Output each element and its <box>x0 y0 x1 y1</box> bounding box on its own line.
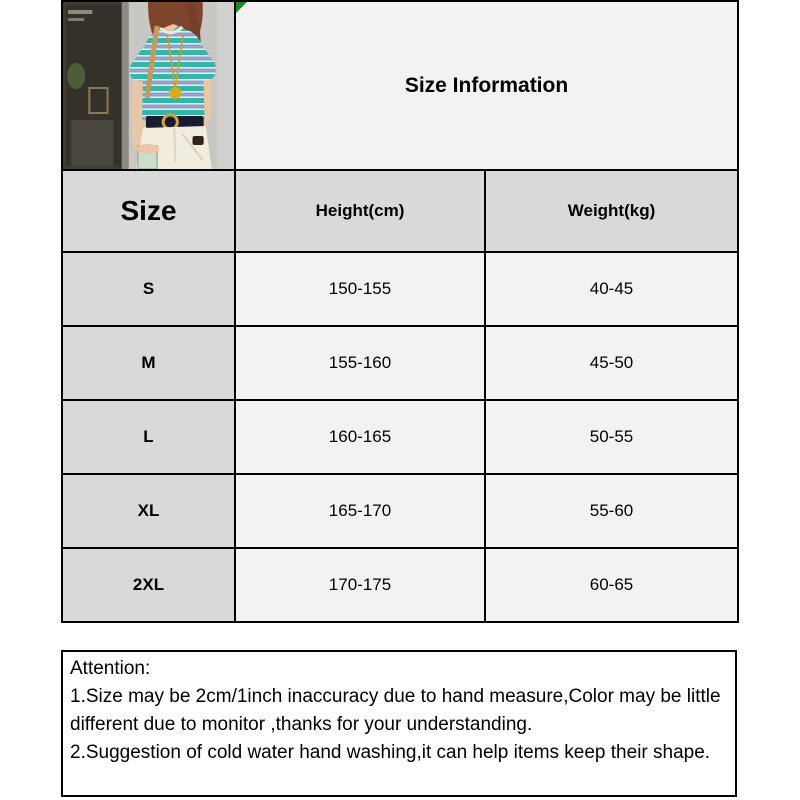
size-label: XL <box>62 474 235 548</box>
size-label: L <box>62 400 235 474</box>
table-header-row <box>62 170 738 252</box>
size-label: S <box>62 252 235 326</box>
size-information-header <box>235 1 738 170</box>
table-row-m <box>62 326 738 400</box>
height-value: 150-155 <box>235 252 485 326</box>
attention-heading: Attention: <box>70 658 151 679</box>
product-photo-illustration <box>63 2 234 169</box>
product-photo <box>62 1 235 170</box>
page-title: Size Information <box>404 73 569 97</box>
column-header-weight: Weight(kg) <box>485 170 738 252</box>
size-label: M <box>62 326 235 400</box>
attention-note-1: 1.Size may be 2cm/1inch inaccuracy due to hand measure,Color may be little different due to monitor ,thanks for your understanding. <box>70 686 721 735</box>
attention-notes <box>61 650 737 797</box>
size-label: 2XL <box>62 548 235 622</box>
column-header-size: Size <box>62 170 235 252</box>
height-value: 160-165 <box>235 400 485 474</box>
table-row-2xl <box>62 548 738 622</box>
height-value: 165-170 <box>235 474 485 548</box>
cell-corner-marker-icon <box>236 2 247 13</box>
attention-note-2: 2.Suggestion of cold water hand washing,it can help items keep their shape. <box>70 742 711 763</box>
height-value: 170-175 <box>235 548 485 622</box>
weight-value: 45-50 <box>485 326 738 400</box>
weight-value: 40-45 <box>485 252 738 326</box>
size-table <box>61 0 739 623</box>
table-row-xl <box>62 474 738 548</box>
top-row <box>62 1 738 170</box>
table-row-s <box>62 252 738 326</box>
weight-value: 50-55 <box>485 400 738 474</box>
column-header-height: Height(cm) <box>235 170 485 252</box>
weight-value: 55-60 <box>485 474 738 548</box>
weight-value: 60-65 <box>485 548 738 622</box>
height-value: 155-160 <box>235 326 485 400</box>
table-row-l <box>62 400 738 474</box>
